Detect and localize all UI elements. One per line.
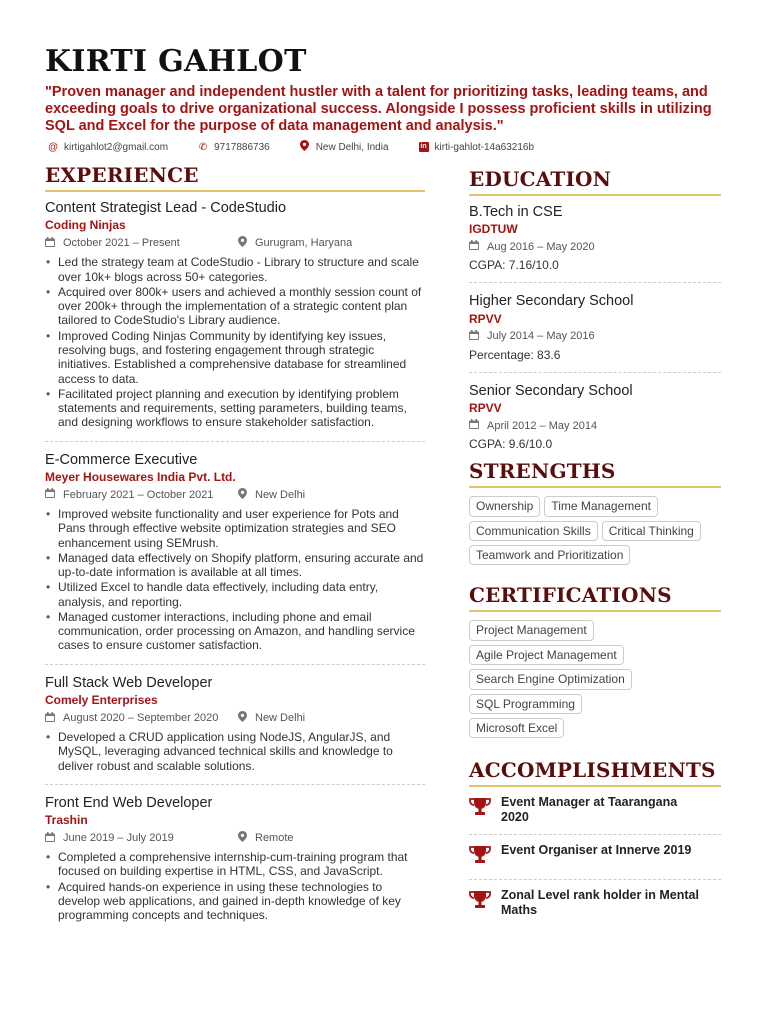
accomplishment-text: Event Organiser at Innerve 2019 bbox=[501, 842, 692, 857]
location-icon bbox=[237, 711, 247, 725]
bullet-item: • Improved website functionality and user experience for Pots and Pans through effective website optimization strategies and SEO enhancement using SEMrush. bbox=[45, 507, 425, 550]
experience-heading: EXPERIENCE bbox=[45, 163, 425, 192]
calendar-icon bbox=[469, 419, 479, 432]
linkedin-icon: in bbox=[420, 143, 427, 150]
job-title: Front End Web Developer bbox=[45, 794, 213, 811]
school-name: RPVV bbox=[469, 311, 502, 326]
contact-linkedin[interactable] bbox=[419, 140, 535, 154]
job-location-text: Gurugram, Haryana bbox=[255, 237, 353, 250]
contact-phone-text: 9717886736 bbox=[214, 141, 270, 153]
strength-tag: Ownership bbox=[469, 496, 540, 516]
left-column bbox=[45, 163, 425, 944]
contact-phone[interactable] bbox=[198, 140, 270, 154]
job-location bbox=[237, 236, 352, 250]
phone-icon: ✆ bbox=[198, 141, 208, 153]
education-meta bbox=[469, 419, 721, 432]
trophy-icon bbox=[469, 797, 491, 822]
experience-entry bbox=[45, 452, 425, 665]
contact-location-text: New Delhi, India bbox=[315, 141, 389, 153]
job-location-text: New Delhi bbox=[255, 488, 306, 501]
job-location-text: New Delhi bbox=[255, 712, 306, 725]
job-date-text: August 2020 – September 2020 bbox=[63, 712, 219, 725]
bullet-item: • Acquired over 800k+ users and achieved a monthly session count of over 200k+ through the implementation of a strategic content plan tailored to CodeStudio's Library audience. bbox=[45, 285, 425, 328]
strength-tag: Critical Thinking bbox=[602, 521, 701, 541]
job-date-text: October 2021 – Present bbox=[63, 237, 180, 250]
bullet-item: • Improved Coding Ninjas Community by identifying key issues, resolving bugs, and fostering engagement through strategic initiatives. Established a comprehensive database for streamlined access to data. bbox=[45, 329, 425, 386]
job-location bbox=[237, 711, 305, 725]
bullet-item: • Acquired hands-on experience in using these technologies to develop web applications, and gained in-depth knowledge of key programming concepts and techniques. bbox=[45, 880, 425, 923]
summary-tagline: "Proven manager and independent hustler with a talent for prioritizing tasks, leading teams, and exceeding goals to drive organizational success. Alongside I possess proficient skills in utilizing SQL and Excel for the purpose of data management and analysis." bbox=[45, 84, 712, 135]
right-column bbox=[469, 167, 721, 934]
education-entry bbox=[469, 293, 721, 372]
education-entry bbox=[469, 383, 721, 455]
at-icon: @ bbox=[48, 141, 59, 153]
accomplishment-item bbox=[469, 888, 721, 927]
degree-title: Higher Secondary School bbox=[469, 293, 634, 310]
job-meta bbox=[45, 236, 425, 250]
bullet-item: • Facilitated project planning and execution by identifying problem statements and requirements, setting parameters, building teams, and designing workflows to ensure stakeholder satisfaction. bbox=[45, 387, 425, 430]
bullet-item: • Managed customer interactions, including phone and email communication, order processing on Amazon, and handling service cases to ensure customer satisfaction. bbox=[45, 610, 425, 653]
job-company: Trashin bbox=[45, 813, 88, 828]
strengths-tags bbox=[469, 496, 721, 569]
strengths-heading: STRENGTHS bbox=[469, 459, 721, 488]
calendar-icon bbox=[469, 330, 479, 343]
experience-entry bbox=[45, 675, 425, 785]
accomplishment-item bbox=[469, 843, 721, 880]
contact-email-text: kirtigahlot2@gmail.com bbox=[64, 141, 169, 153]
certification-tag: SQL Programming bbox=[469, 694, 582, 714]
education-date-text: April 2012 – May 2014 bbox=[487, 419, 598, 432]
job-bullets bbox=[45, 730, 425, 773]
accomplishment-item bbox=[469, 795, 721, 835]
contact-location bbox=[300, 140, 389, 154]
location-icon bbox=[237, 236, 247, 250]
degree-title: B.Tech in CSE bbox=[469, 204, 563, 220]
strength-tag: Communication Skills bbox=[469, 521, 598, 541]
certifications-heading: CERTIFICATIONS bbox=[469, 583, 721, 612]
bullet-item: • Developed a CRUD application using NodeJS, AngularJS, and MySQL, leveraging advanced technical skills and knowledge to deliver robust and scalable solutions. bbox=[45, 730, 425, 773]
education-list bbox=[469, 204, 721, 455]
education-date bbox=[469, 240, 595, 253]
job-location bbox=[237, 488, 305, 502]
calendar-icon bbox=[45, 712, 55, 725]
certification-tag: Project Management bbox=[469, 620, 594, 640]
degree-title: Senior Secondary School bbox=[469, 382, 633, 399]
job-company: Meyer Housewares India Pvt. Ltd. bbox=[45, 469, 236, 484]
job-title: E-Commerce Executive bbox=[45, 451, 198, 468]
job-date bbox=[45, 711, 237, 725]
strength-tag: Teamwork and Prioritization bbox=[469, 545, 630, 565]
location-icon bbox=[237, 488, 247, 502]
contact-email[interactable] bbox=[48, 140, 168, 154]
job-title: Content Strategist Lead - CodeStudio bbox=[45, 200, 287, 216]
contact-bar bbox=[48, 140, 564, 154]
job-meta bbox=[45, 488, 425, 502]
calendar-icon bbox=[45, 488, 55, 501]
job-location bbox=[237, 831, 294, 845]
job-date-text: February 2021 – October 2021 bbox=[63, 488, 214, 501]
accomplishment-text: Zonal Level rank holder in Mental Maths bbox=[501, 887, 699, 917]
experience-entry bbox=[45, 200, 425, 442]
job-date bbox=[45, 236, 237, 250]
education-date-text: July 2014 – May 2016 bbox=[487, 330, 595, 343]
trophy-icon bbox=[469, 890, 491, 915]
job-bullets bbox=[45, 507, 425, 653]
job-company: Comely Enterprises bbox=[45, 693, 158, 708]
education-heading: EDUCATION bbox=[469, 167, 721, 196]
school-name: RPVV bbox=[469, 401, 502, 416]
trophy-icon bbox=[469, 845, 491, 870]
calendar-icon bbox=[45, 832, 55, 845]
job-company: Coding Ninjas bbox=[45, 218, 126, 233]
job-meta bbox=[45, 711, 425, 725]
bullet-item: • Managed data effectively on Shopify platform, ensuring accurate and up-to-date information is available at all times. bbox=[45, 551, 425, 580]
job-date bbox=[45, 488, 237, 502]
bullet-item: • Led the strategy team at CodeStudio - Library to structure and scale over 10k+ blogs across 50+ categories. bbox=[45, 255, 425, 284]
education-score: CGPA: 9.6/10.0 bbox=[469, 437, 553, 452]
education-meta bbox=[469, 240, 721, 253]
education-entry bbox=[469, 204, 721, 283]
certification-tag: Microsoft Excel bbox=[469, 718, 564, 738]
bullet-item: • Completed a comprehensive internship-cum-training program that focused on building expertise in HTML, CSS, and JavaScript. bbox=[45, 850, 425, 879]
education-date-text: Aug 2016 – May 2020 bbox=[487, 240, 595, 253]
candidate-name: KIRTI GAHLOT bbox=[45, 44, 307, 79]
job-location-text: Remote bbox=[255, 832, 294, 845]
certification-tag: Agile Project Management bbox=[469, 645, 624, 665]
job-title: Full Stack Web Developer bbox=[45, 674, 213, 691]
accomplishments-list bbox=[469, 795, 721, 926]
job-bullets bbox=[45, 850, 425, 922]
experience-list bbox=[45, 200, 425, 934]
education-date bbox=[469, 330, 595, 343]
calendar-icon bbox=[469, 240, 479, 253]
accomplishments-heading: ACCOMPLISHMENTS bbox=[469, 758, 721, 787]
education-score: CGPA: 7.16/10.0 bbox=[469, 258, 559, 273]
location-icon bbox=[300, 140, 310, 154]
contact-linkedin-text: kirti-gahlot-14a63216b bbox=[434, 141, 535, 153]
accomplishment-text: Event Manager at Taarangana 2020 bbox=[501, 795, 678, 825]
bullet-item: • Utilized Excel to handle data effectively, including data entry, analysis, and reporting. bbox=[45, 580, 425, 609]
certification-tag: Search Engine Optimization bbox=[469, 669, 632, 689]
education-meta bbox=[469, 330, 721, 343]
job-date bbox=[45, 831, 237, 845]
calendar-icon bbox=[45, 237, 55, 250]
strength-tag: Time Management bbox=[544, 496, 658, 516]
job-meta bbox=[45, 831, 425, 845]
education-date bbox=[469, 419, 597, 432]
job-date-text: June 2019 – July 2019 bbox=[63, 832, 174, 845]
education-score: Percentage: 83.6 bbox=[469, 347, 561, 362]
certifications-tags bbox=[469, 620, 721, 742]
job-bullets bbox=[45, 255, 425, 429]
location-icon bbox=[237, 831, 247, 845]
school-name: IGDTUW bbox=[469, 222, 518, 237]
experience-entry bbox=[45, 795, 425, 934]
